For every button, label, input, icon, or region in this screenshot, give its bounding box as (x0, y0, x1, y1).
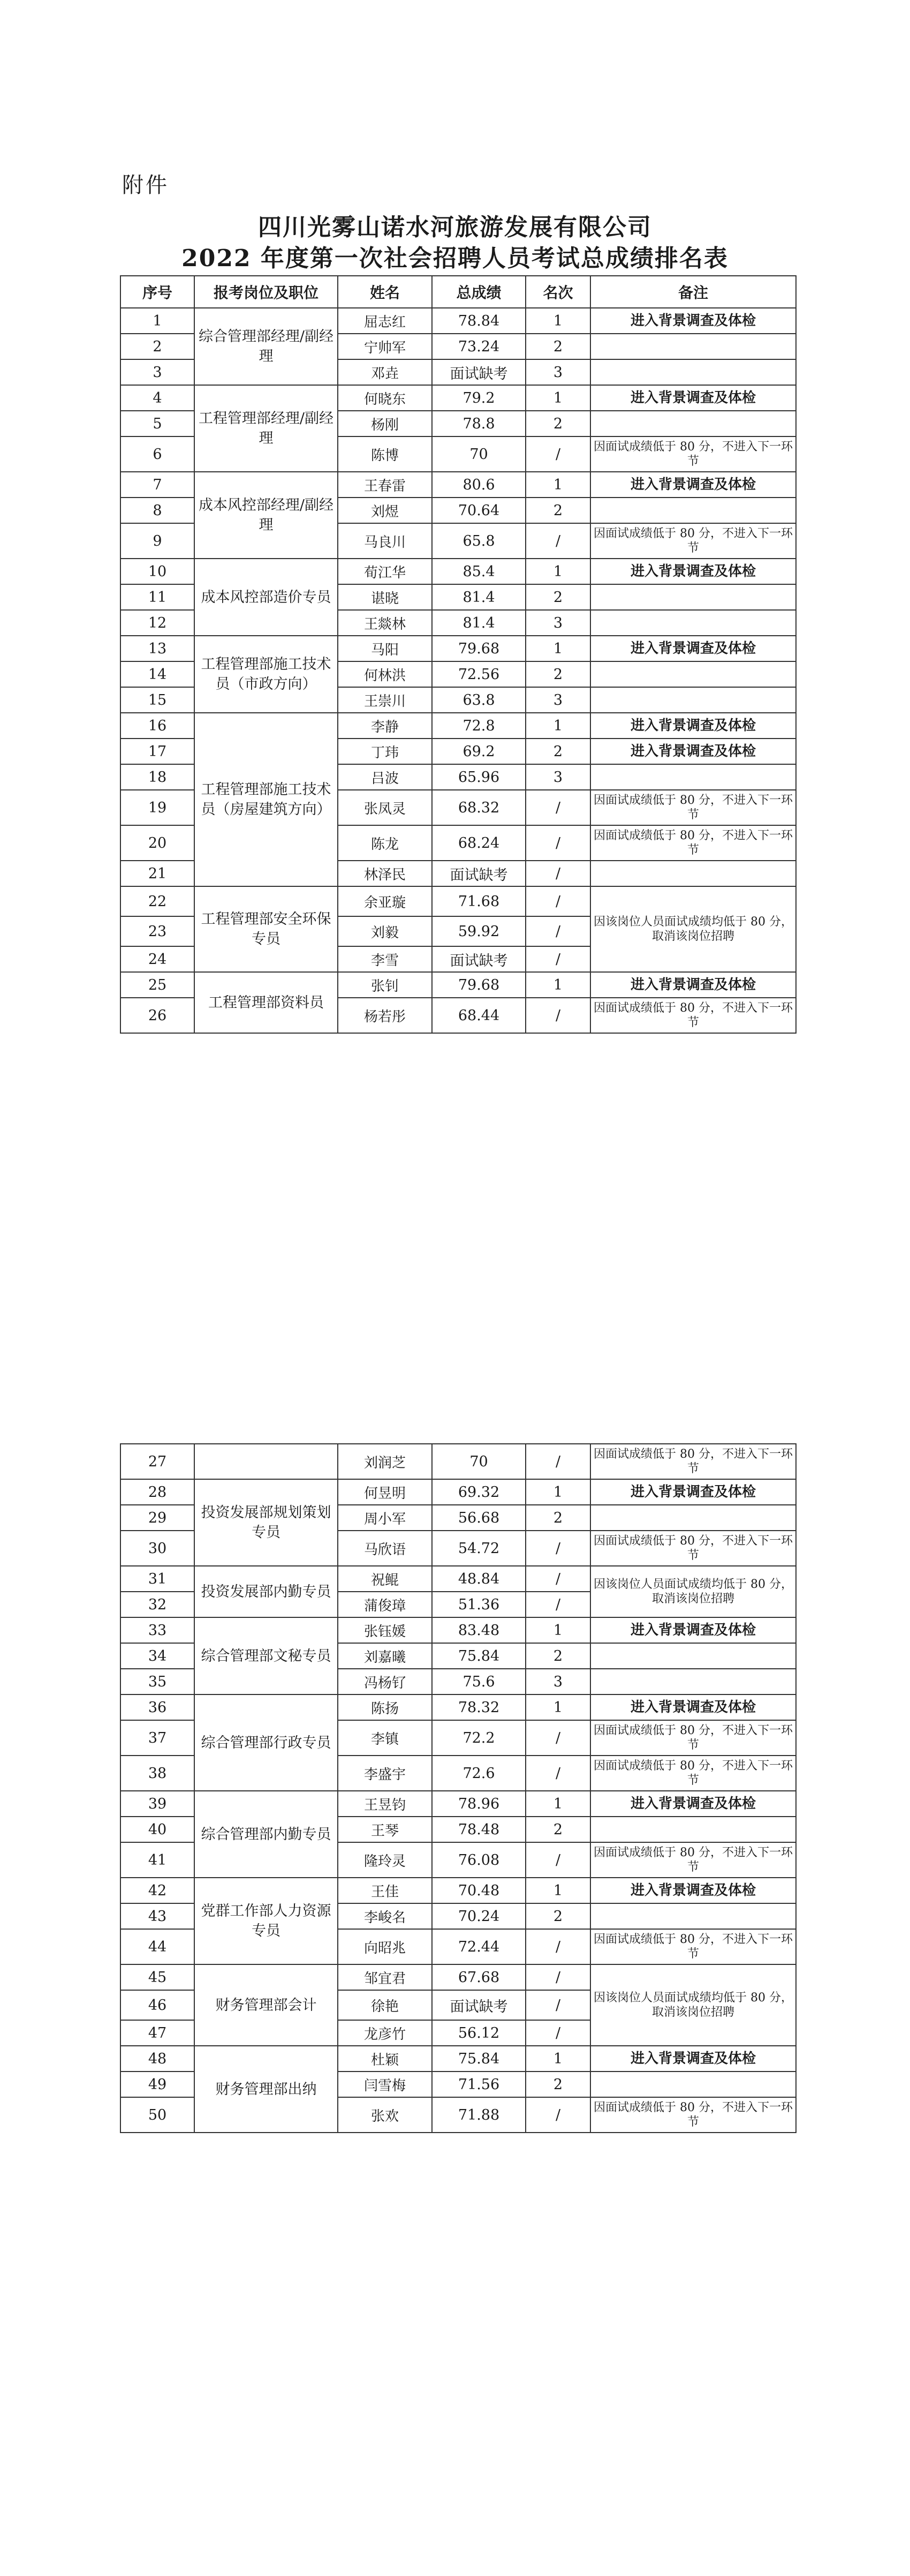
row-number: 19 (120, 790, 194, 825)
position-cell: 工程管理部施工技术员（市政方向） (194, 636, 338, 713)
remark-cell: 进入背景调查及体检 (590, 559, 796, 584)
rank-cell: 1 (526, 1694, 590, 1720)
table-row (120, 1964, 796, 1990)
rank-cell: 1 (526, 385, 590, 411)
remark-cell: 进入背景调查及体检 (590, 739, 796, 764)
table-row (120, 713, 796, 739)
rank-cell: 2 (526, 584, 590, 610)
position-cell: 投资发展部内勤专员 (194, 1566, 338, 1617)
row-number: 6 (120, 436, 194, 472)
row-number: 44 (120, 1929, 194, 1964)
position-cell: 成本风控部造价专员 (194, 559, 338, 636)
remark-cell (590, 764, 796, 790)
total-score: 面试缺考 (432, 359, 526, 385)
row-number: 9 (120, 523, 194, 559)
candidate-name: 蒲俊璋 (338, 1592, 432, 1617)
header-no: 序号 (120, 276, 194, 308)
header-score: 总成绩 (432, 276, 526, 308)
remark-cell: 因面试成绩低于 80 分，不进入下一环节 (590, 825, 796, 861)
row-number: 39 (120, 1791, 194, 1817)
total-score: 80.6 (432, 472, 526, 498)
candidate-name: 王春雷 (338, 472, 432, 498)
candidate-name: 马良川 (338, 523, 432, 559)
position-cell: 综合管理部行政专员 (194, 1694, 338, 1791)
remark-cell: 进入背景调查及体检 (590, 472, 796, 498)
remark-cell: 进入背景调查及体检 (590, 1791, 796, 1817)
candidate-name: 陈博 (338, 436, 432, 472)
row-number: 41 (120, 1842, 194, 1878)
row-number: 22 (120, 886, 194, 916)
row-number: 20 (120, 825, 194, 861)
total-score: 65.8 (432, 523, 526, 559)
position-cell: 投资发展部规划策划专员 (194, 1479, 338, 1566)
remark-cell: 因面试成绩低于 80 分，不进入下一环节 (590, 790, 796, 825)
rank-cell: 2 (526, 2072, 590, 2097)
total-score: 72.56 (432, 661, 526, 687)
table-row (120, 972, 796, 998)
total-score: 70.48 (432, 1878, 526, 1903)
header-note: 备注 (590, 276, 796, 308)
position-cell: 综合管理部经理/副经理 (194, 308, 338, 385)
row-number: 30 (120, 1531, 194, 1566)
candidate-name: 张钰媛 (338, 1617, 432, 1643)
rank-cell: / (526, 1990, 590, 2020)
row-number: 48 (120, 2046, 194, 2072)
remark-cell (590, 610, 796, 636)
remark-cell: 因面试成绩低于 80 分，不进入下一环节 (590, 1929, 796, 1964)
total-score: 71.88 (432, 2097, 526, 2133)
rank-cell: / (526, 1444, 590, 1479)
rank-cell: / (526, 436, 590, 472)
row-number: 40 (120, 1817, 194, 1842)
rank-cell: 1 (526, 559, 590, 584)
candidate-name: 徐艳 (338, 1990, 432, 2020)
total-score: 79.2 (432, 385, 526, 411)
remark-cell (590, 498, 796, 523)
remark-cell (590, 334, 796, 359)
row-number: 23 (120, 916, 194, 946)
row-number: 13 (120, 636, 194, 661)
rank-cell: 3 (526, 359, 590, 385)
rank-cell: / (526, 1842, 590, 1878)
candidate-name: 王燚林 (338, 610, 432, 636)
position-cell: 党群工作部人力资源专员 (194, 1878, 338, 1964)
header-rank: 名次 (526, 276, 590, 308)
remark-cell: 进入背景调查及体检 (590, 1617, 796, 1643)
row-number: 47 (120, 2020, 194, 2046)
row-number: 34 (120, 1643, 194, 1669)
table-row (120, 1878, 796, 1903)
row-number: 42 (120, 1878, 194, 1903)
rank-cell: 2 (526, 661, 590, 687)
remark-cell: 因该岗位人员面试成绩均低于 80 分，取消该岗位招聘 (590, 1964, 796, 2046)
candidate-name: 周小军 (338, 1505, 432, 1531)
remark-cell: 进入背景调查及体检 (590, 308, 796, 334)
table-header-row (120, 276, 796, 308)
candidate-name: 吕波 (338, 764, 432, 790)
candidate-name: 李静 (338, 713, 432, 739)
candidate-name: 马阳 (338, 636, 432, 661)
remark-cell (590, 1643, 796, 1669)
remark-cell: 因面试成绩低于 80 分，不进入下一环节 (590, 1531, 796, 1566)
candidate-name: 荀江华 (338, 559, 432, 584)
company-title: 四川光雾山诺水河旅游发展有限公司 (258, 214, 652, 241)
row-number: 7 (120, 472, 194, 498)
remark-cell: 因面试成绩低于 80 分，不进入下一环节 (590, 998, 796, 1033)
table-row (120, 2046, 796, 2072)
total-score: 75.84 (432, 2046, 526, 2072)
row-number: 46 (120, 1990, 194, 2020)
total-score: 83.48 (432, 1617, 526, 1643)
rank-cell: / (526, 825, 590, 861)
remark-cell: 因该岗位人员面试成绩均低于 80 分，取消该岗位招聘 (590, 886, 796, 972)
candidate-name: 刘毅 (338, 916, 432, 946)
table-row (120, 1566, 796, 1592)
remark-cell (590, 1505, 796, 1531)
table-row (120, 1617, 796, 1643)
remark-cell: 因面试成绩低于 80 分，不进入下一环节 (590, 523, 796, 559)
table-row (120, 886, 796, 916)
remark-cell: 进入背景调查及体检 (590, 1694, 796, 1720)
candidate-name: 马欣语 (338, 1531, 432, 1566)
remark-cell (590, 1669, 796, 1694)
total-score: 76.08 (432, 1842, 526, 1878)
candidate-name: 向昭兆 (338, 1929, 432, 1964)
row-number: 3 (120, 359, 194, 385)
row-number: 50 (120, 2097, 194, 2133)
candidate-name: 张欢 (338, 2097, 432, 2133)
row-number: 18 (120, 764, 194, 790)
total-score: 72.8 (432, 713, 526, 739)
candidate-name: 王崇川 (338, 687, 432, 713)
row-number: 2 (120, 334, 194, 359)
rank-cell: / (526, 523, 590, 559)
total-score: 78.32 (432, 1694, 526, 1720)
row-number: 10 (120, 559, 194, 584)
remark-cell (590, 411, 796, 436)
remark-cell: 因面试成绩低于 80 分，不进入下一环节 (590, 1720, 796, 1756)
remark-cell: 进入背景调查及体检 (590, 2046, 796, 2072)
total-score: 56.12 (432, 2020, 526, 2046)
rank-cell: / (526, 1592, 590, 1617)
candidate-name: 余亚璇 (338, 886, 432, 916)
row-number: 49 (120, 2072, 194, 2097)
row-number: 31 (120, 1566, 194, 1592)
remark-cell: 因面试成绩低于 80 分，不进入下一环节 (590, 2097, 796, 2133)
position-cell: 工程管理部经理/副经理 (194, 385, 338, 472)
rank-cell: / (526, 946, 590, 972)
rank-cell: 1 (526, 713, 590, 739)
row-number: 37 (120, 1720, 194, 1756)
row-number: 12 (120, 610, 194, 636)
rank-cell: 1 (526, 308, 590, 334)
row-number: 8 (120, 498, 194, 523)
remark-cell (590, 1903, 796, 1929)
remark-cell (590, 2072, 796, 2097)
rank-cell: / (526, 2097, 590, 2133)
rank-cell: / (526, 2020, 590, 2046)
total-score: 75.84 (432, 1643, 526, 1669)
row-number: 27 (120, 1444, 194, 1479)
candidate-name: 李盛宇 (338, 1756, 432, 1791)
row-number: 45 (120, 1964, 194, 1990)
rank-cell: 1 (526, 1791, 590, 1817)
total-score: 51.36 (432, 1592, 526, 1617)
row-number: 1 (120, 308, 194, 334)
table-row (120, 1694, 796, 1720)
row-number: 21 (120, 861, 194, 886)
total-score: 56.68 (432, 1505, 526, 1531)
candidate-name: 李峻名 (338, 1903, 432, 1929)
candidate-name: 何晓东 (338, 385, 432, 411)
rank-cell: 1 (526, 972, 590, 998)
rank-cell: 3 (526, 1669, 590, 1694)
table-title: 2022 年度第一次社会招聘人员考试总成绩排名表 (181, 245, 729, 272)
candidate-name: 王昱钧 (338, 1791, 432, 1817)
total-score: 71.56 (432, 2072, 526, 2097)
total-score: 69.2 (432, 739, 526, 764)
table-row (120, 559, 796, 584)
header-position: 报考岗位及职位 (194, 276, 338, 308)
position-cell: 成本风控部经理/副经理 (194, 472, 338, 559)
rank-cell: / (526, 1756, 590, 1791)
candidate-name: 李雪 (338, 946, 432, 972)
total-score: 68.44 (432, 998, 526, 1033)
rank-cell: / (526, 886, 590, 916)
candidate-name: 陈龙 (338, 825, 432, 861)
total-score: 59.92 (432, 916, 526, 946)
row-number: 4 (120, 385, 194, 411)
total-score: 73.24 (432, 334, 526, 359)
total-score: 79.68 (432, 972, 526, 998)
total-score: 72.2 (432, 1720, 526, 1756)
row-number: 32 (120, 1592, 194, 1617)
rank-cell: / (526, 1720, 590, 1756)
candidate-name: 杨刚 (338, 411, 432, 436)
total-score: 81.4 (432, 610, 526, 636)
candidate-name: 刘润芝 (338, 1444, 432, 1479)
rank-cell: 2 (526, 1643, 590, 1669)
total-score: 72.6 (432, 1756, 526, 1791)
total-score: 78.96 (432, 1791, 526, 1817)
total-score: 面试缺考 (432, 861, 526, 886)
rank-cell: / (526, 916, 590, 946)
total-score: 48.84 (432, 1566, 526, 1592)
candidate-name: 宁帅军 (338, 334, 432, 359)
table-row (120, 1479, 796, 1505)
row-number: 36 (120, 1694, 194, 1720)
candidate-name: 邓垚 (338, 359, 432, 385)
candidate-name: 杨若彤 (338, 998, 432, 1033)
rank-cell: 3 (526, 764, 590, 790)
rank-cell: 1 (526, 1878, 590, 1903)
total-score: 面试缺考 (432, 1990, 526, 2020)
remark-cell (590, 359, 796, 385)
row-number: 17 (120, 739, 194, 764)
row-number: 16 (120, 713, 194, 739)
table-row (120, 385, 796, 411)
rank-cell: / (526, 861, 590, 886)
rank-cell: 2 (526, 739, 590, 764)
candidate-name: 杜颖 (338, 2046, 432, 2072)
remark-cell: 因面试成绩低于 80 分，不进入下一环节 (590, 1842, 796, 1878)
candidate-name: 王琴 (338, 1817, 432, 1842)
remark-cell: 进入背景调查及体检 (590, 1479, 796, 1505)
rank-cell: 2 (526, 411, 590, 436)
rank-cell: / (526, 1964, 590, 1990)
header-name: 姓名 (338, 276, 432, 308)
candidate-name: 隆玲灵 (338, 1842, 432, 1878)
position-cell: 工程管理部安全环保专员 (194, 886, 338, 972)
table-row (120, 308, 796, 334)
remark-cell (590, 584, 796, 610)
rank-cell: 1 (526, 2046, 590, 2072)
row-number: 14 (120, 661, 194, 687)
position-cell: 财务管理部出纳 (194, 2046, 338, 2133)
candidate-name: 刘嘉曦 (338, 1643, 432, 1669)
rank-cell: 2 (526, 1817, 590, 1842)
total-score: 65.96 (432, 764, 526, 790)
remark-cell (590, 1817, 796, 1842)
table-row (120, 1791, 796, 1817)
total-score: 81.4 (432, 584, 526, 610)
rank-cell: 2 (526, 334, 590, 359)
score-table-part-2 (120, 1443, 797, 2133)
remark-cell (590, 861, 796, 886)
candidate-name: 张凤灵 (338, 790, 432, 825)
remark-cell: 进入背景调查及体检 (590, 385, 796, 411)
candidate-name: 丁玮 (338, 739, 432, 764)
position-cell: 工程管理部施工技术员（房屋建筑方向） (194, 713, 338, 886)
table-row (120, 636, 796, 661)
candidate-name: 龙彦竹 (338, 2020, 432, 2046)
position-cell (194, 1444, 338, 1479)
row-number: 25 (120, 972, 194, 998)
total-score: 63.8 (432, 687, 526, 713)
total-score: 78.84 (432, 308, 526, 334)
rank-cell: / (526, 998, 590, 1033)
remark-cell: 因该岗位人员面试成绩均低于 80 分，取消该岗位招聘 (590, 1566, 796, 1617)
table-body-part-2 (120, 1444, 796, 2133)
row-number: 11 (120, 584, 194, 610)
remark-cell: 进入背景调查及体检 (590, 972, 796, 998)
total-score: 70 (432, 1444, 526, 1479)
remark-cell: 因面试成绩低于 80 分，不进入下一环节 (590, 436, 796, 472)
total-score: 69.32 (432, 1479, 526, 1505)
row-number: 29 (120, 1505, 194, 1531)
row-number: 26 (120, 998, 194, 1033)
rank-cell: 1 (526, 1617, 590, 1643)
total-score: 面试缺考 (432, 946, 526, 972)
row-number: 5 (120, 411, 194, 436)
rank-cell: 3 (526, 687, 590, 713)
rank-cell: / (526, 1566, 590, 1592)
total-score: 72.44 (432, 1929, 526, 1964)
row-number: 33 (120, 1617, 194, 1643)
candidate-name: 王佳 (338, 1878, 432, 1903)
total-score: 68.24 (432, 825, 526, 861)
total-score: 70 (432, 436, 526, 472)
candidate-name: 邹宜君 (338, 1964, 432, 1990)
table-row (120, 472, 796, 498)
rank-cell: 2 (526, 1903, 590, 1929)
row-number: 35 (120, 1669, 194, 1694)
rank-cell: / (526, 1929, 590, 1964)
total-score: 54.72 (432, 1531, 526, 1566)
total-score: 78.48 (432, 1817, 526, 1842)
table-body-part-1 (120, 308, 796, 1033)
row-number: 43 (120, 1903, 194, 1929)
candidate-name: 林泽民 (338, 861, 432, 886)
row-number: 24 (120, 946, 194, 972)
rank-cell: 2 (526, 498, 590, 523)
candidate-name: 陈扬 (338, 1694, 432, 1720)
total-score: 78.8 (432, 411, 526, 436)
table-row (120, 1444, 796, 1479)
candidate-name: 冯杨钌 (338, 1669, 432, 1694)
row-number: 38 (120, 1756, 194, 1791)
candidate-name: 何林洪 (338, 661, 432, 687)
candidate-name: 刘煜 (338, 498, 432, 523)
total-score: 71.68 (432, 886, 526, 916)
rank-cell: 1 (526, 636, 590, 661)
remark-cell: 进入背景调查及体检 (590, 713, 796, 739)
rank-cell: 1 (526, 1479, 590, 1505)
total-score: 68.32 (432, 790, 526, 825)
total-score: 79.68 (432, 636, 526, 661)
total-score: 75.6 (432, 1669, 526, 1694)
candidate-name: 祝鲲 (338, 1566, 432, 1592)
remark-cell: 进入背景调查及体检 (590, 1878, 796, 1903)
candidate-name: 李镇 (338, 1720, 432, 1756)
position-cell: 工程管理部资料员 (194, 972, 338, 1033)
remark-cell: 因面试成绩低于 80 分，不进入下一环节 (590, 1756, 796, 1791)
candidate-name: 闫雪梅 (338, 2072, 432, 2097)
rank-cell: / (526, 1531, 590, 1566)
position-cell: 综合管理部文秘专员 (194, 1617, 338, 1694)
attachment-label: 附件 (122, 173, 169, 198)
total-score: 85.4 (432, 559, 526, 584)
candidate-name: 谌晓 (338, 584, 432, 610)
remark-cell: 因面试成绩低于 80 分，不进入下一环节 (590, 1444, 796, 1479)
row-number: 15 (120, 687, 194, 713)
remark-cell: 进入背景调查及体检 (590, 636, 796, 661)
candidate-name: 屈志红 (338, 308, 432, 334)
remark-cell (590, 687, 796, 713)
candidate-name: 张钊 (338, 972, 432, 998)
rank-cell: 2 (526, 1505, 590, 1531)
position-cell: 财务管理部会计 (194, 1964, 338, 2046)
rank-cell: / (526, 790, 590, 825)
remark-cell (590, 661, 796, 687)
total-score: 67.68 (432, 1964, 526, 1990)
row-number: 28 (120, 1479, 194, 1505)
score-table-part-1 (120, 275, 797, 1034)
total-score: 70.64 (432, 498, 526, 523)
rank-cell: 3 (526, 610, 590, 636)
position-cell: 综合管理部内勤专员 (194, 1791, 338, 1878)
total-score: 70.24 (432, 1903, 526, 1929)
candidate-name: 何昱明 (338, 1479, 432, 1505)
rank-cell: 1 (526, 472, 590, 498)
